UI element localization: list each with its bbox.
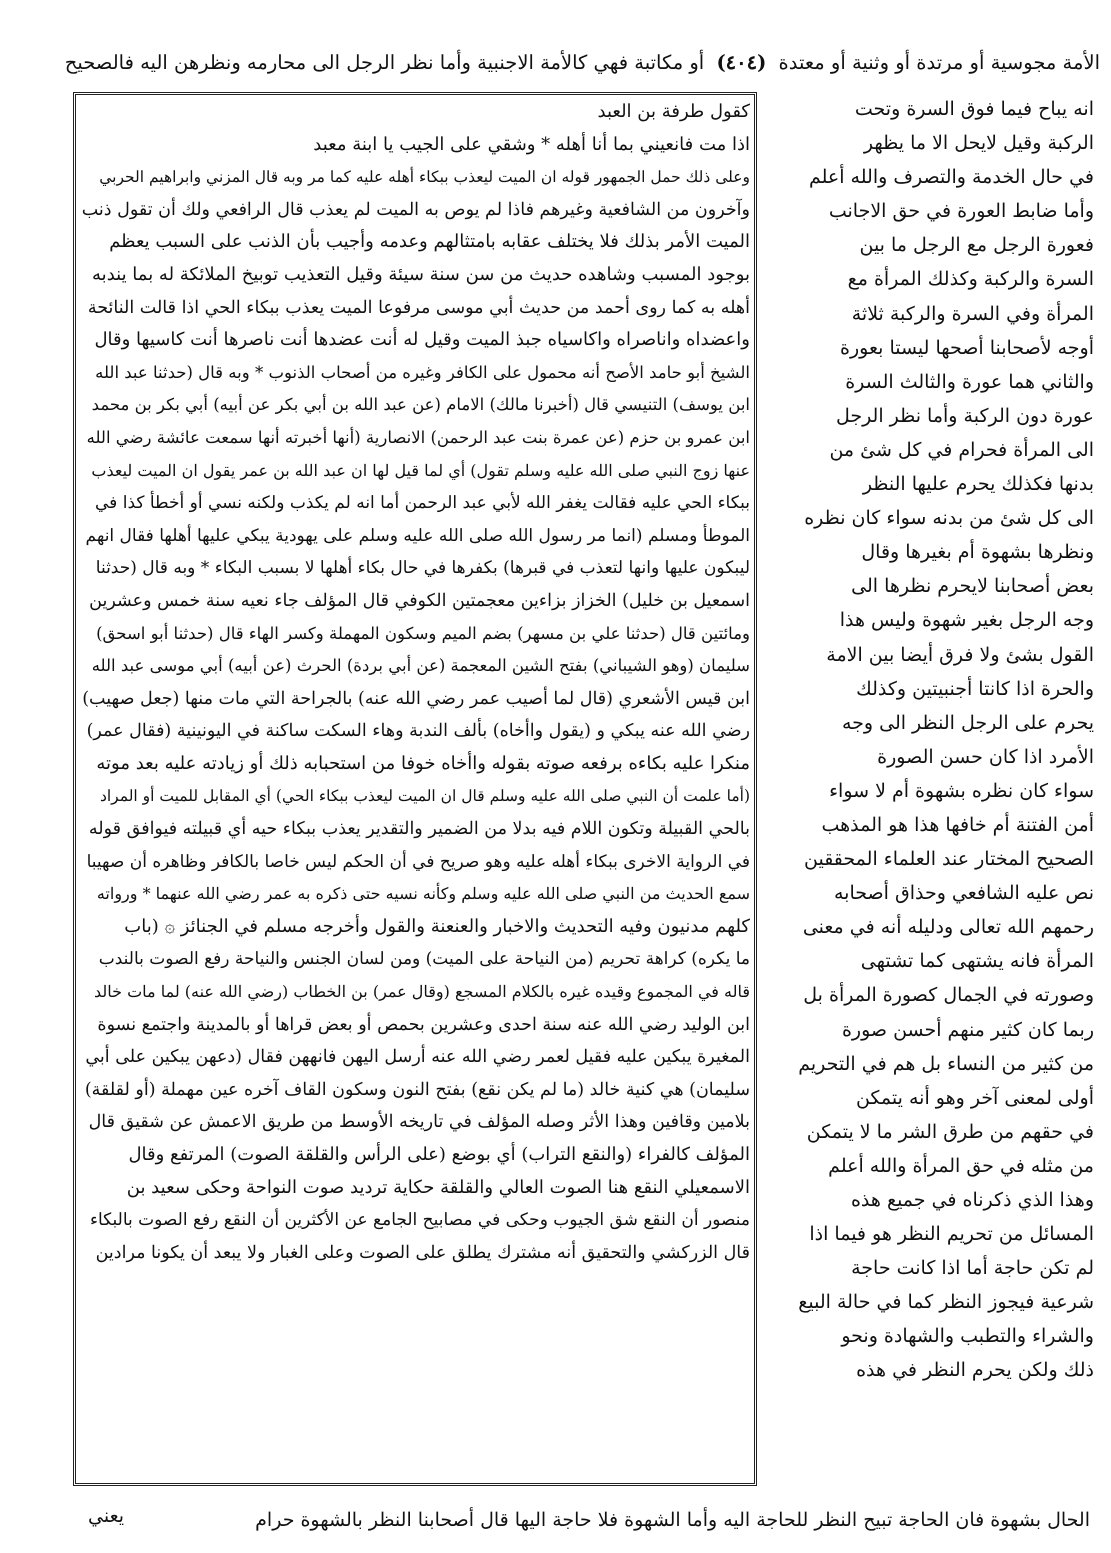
main-text-line: منكرا عليه بكاءه برفعه صوته بقوله واأخاه خوفا من استحبابه ذلك أو زيادته عليه بعد موته	[96, 752, 750, 774]
main-text-line: عنها زوج النبي صلى الله عليه وسلم تقول) أي لما قيل لها ان عبد الله بن عمر يقول ان الميت ليعذب	[91, 460, 750, 480]
margin-line: انه يباح فيما فوق السرة وتحت	[854, 98, 1094, 120]
main-text-line: الميت الأمر بذلك فلا يختلف عقابه بامتثالهم وعدمه وأجيب بأن الذنب على السبب يعظم	[109, 231, 750, 253]
main-text-line: الموطأ ومسلم (انما مر رسول الله صلى الله عليه وسلم على يهودية يبكي عليها أهلها فقال انهم	[85, 525, 750, 546]
margin-line: ذلك ولكن يحرم النظر في هذه	[856, 1359, 1094, 1382]
main-text-line: في الرواية الاخرى ببكاء أهله عليه وهو صريح في أن الحكم ليس خاصا بالكافر وظاهره أن صهيبا	[86, 851, 750, 872]
margin-line: فعورة الرجل مع الرجل ما بين	[859, 234, 1094, 257]
main-text-line: الشيخ أبو حامد الأصح أنه محمول على الكافر وغيره من أصحاب الذنوب * وبه قال (حدثنا عبد الله	[95, 362, 750, 382]
margin-line: بعض أصحابنا لايحرم نظرها الى	[851, 575, 1094, 598]
running-header	[40, 40, 1100, 86]
main-text-line: ابن الوليد رضي الله عنه سنة احدى وعشرين بحمص أو بعض قراها أو بالمدينة واجتمع نسوة	[97, 1014, 750, 1035]
margin-line: وأما ضابط العورة في حق الاجانب	[828, 200, 1094, 223]
margin-line: من مثله في حق المرأة والله أعلم	[828, 1154, 1094, 1177]
margin-line: في حال الخدمة والتصرف والله أعلم	[808, 166, 1094, 189]
main-text-line: المؤلف كالفراء (والنقع التراب) أي بوضع (على الرأس والقلقة الصوت) المرتفع وقال	[128, 1144, 750, 1165]
margin-line: سواء كان نظره بشهوة أم لا سواء	[829, 779, 1094, 802]
main-text-line: ابن عمرو بن حزم (عن عمرة بنت عبد الرحمن) الانصارية (أنها أخبرته أنها سمعت عائشة رضي الله	[86, 427, 750, 447]
main-text-line: كقول طرفة بن العبد	[597, 101, 750, 122]
margin-line: نص عليه الشافعي وحذاق أصحابه	[833, 882, 1094, 905]
main-text-line: أهله به كما روى أحمد من حديث أبي موسى مرفوعا الميت يعذب ببكاء الحي اذا قالت النائحة	[87, 297, 750, 318]
main-text-line: المغيرة يبكين عليه فقيل لعمر رضي الله عنه أرسل اليهن فانههن فقال (دعهن يبكين على أبي	[85, 1047, 750, 1068]
margin-line: الركبة وقيل لايحل الا ما يظهر	[863, 132, 1094, 155]
catchword: يعني	[88, 1505, 125, 1527]
page-number: (٤٠٤)	[716, 51, 767, 74]
margin-line: وهذا الذي ذكرناه في جميع هذه	[850, 1189, 1094, 1211]
main-text-line: الاسمعيلي النقع هنا الصوت العالي والقلقة حكاية ترديد صوت النواحة وحكى سعيد بن	[126, 1176, 750, 1198]
margin-line: أولى لمعنى آخر وهو أنه يتمكن	[855, 1086, 1094, 1109]
margin-line: وصورته في الجمال كصورة المرأة بل	[803, 984, 1094, 1007]
main-text-line: بلامين وقافين وهذا الأثر وصله المؤلف في تاريخه الأوسط من طريق الاعمش عن شقيق قال	[88, 1112, 750, 1133]
margin-line: المرأة وفي السرة والركبة ثلاثة	[851, 302, 1094, 325]
margin-line: والثاني هما عورة والثالث السرة	[845, 370, 1094, 393]
margin-line: لم تكن حاجة أما اذا كانت حاجة	[851, 1257, 1094, 1280]
margin-line: الأمرد اذا كان حسن الصورة	[877, 745, 1094, 768]
margin-line: يحرم على الرجل النظر الى وجه	[841, 711, 1094, 734]
margin-line: من كثير من النساء بل هم في التحريم	[798, 1052, 1094, 1075]
margin-line: المرأة فانه يشتهى كما تشتهى	[860, 950, 1094, 973]
main-text-line: بالحي القبيلة وتكون اللام فيه بدلا من الضمير والتقدير يعذب ببكاء حيه أي قبيلته فيوافق قوله	[88, 819, 750, 840]
main-text-body	[82, 96, 750, 1482]
margin-line: والحرة اذا كانتا أجنبيتين وكذلك	[856, 677, 1094, 700]
margin-line: بدنها فكذلك يحرم عليها النظر	[862, 473, 1094, 496]
header-right-text: الأمة مجوسية أو مرتدة أو وثنية أو معتدة	[778, 51, 1100, 74]
margin-line: رحمهم الله تعالى ودليله أنه في معنى	[802, 916, 1094, 939]
margin-line: المسائل من تحريم النظر هو فيما اذا	[809, 1223, 1094, 1246]
main-text-line: ما يكره) كراهة تحريم (من النياحة على الميت) ومن لسان الجنس والنياحة رفع الصوت بالندب	[98, 949, 750, 970]
main-text-line: اسمعيل بن خليل) الخزاز بزاءين معجمتين الكوفي قال المؤلف جاء نعيه سنة خمس وعشرين	[89, 590, 750, 611]
main-text-line: منصور أن النقع شق الجيوب وحكى في مصابيح الجامع عن الأكثرين أن النقع رفع الصوت بالبكاء	[89, 1210, 750, 1231]
main-text-line: اذا مت فانعيني بما أنا أهله * وشقي على الجيب يا ابنة معبد	[313, 133, 750, 155]
margin-line: ونظرها بشهوة أم بغيرها وقال	[861, 541, 1094, 564]
main-text-line: سليمان) هي كنية خالد (ما لم يكن نقع) بفتح النون وسكون القاف آخره عين مهملة (أو لقلقة)	[84, 1079, 750, 1100]
main-text-line: رضي الله عنه يبكي و (يقول واأخاه) بألف الندبة وهاء السكت ساكنة في اليونينية (فقال عمر)	[86, 721, 750, 742]
main-text-line: ومائتين قال (حدثنا علي بن مسهر) بضم الميم وسكون المهملة وكسر الهاء قال (حدثنا أبو اسحق)	[96, 623, 750, 643]
main-text-line: بوجود المسبب وشاهده حديث من سن سنة سيئة وقيل التعذيب توبيخ الملائكة له بما يندبه	[92, 263, 750, 285]
margin-line: في حقهم من طرق الشر ما لا يتمكن	[806, 1120, 1094, 1143]
header-left-text: أو مكاتبة فهي كالأمة الاجنبية وأما نظر الرجل الى محارمه ونظرهن اليه فالصحيح	[64, 51, 705, 74]
main-text-line: ببكاء الحي عليه فقالت يغفر الله لأبي عبد الرحمن أما انه لم يكذب ولكنه نسي أو أخطأ كذا في	[95, 493, 750, 514]
margin-line: ربما كان كثير منهم أحسن صورة	[841, 1018, 1094, 1041]
margin-line: عورة دون الركبة وأما نظر الرجل	[835, 404, 1094, 427]
margin-line: أوجه لأصحابنا أصحها ليستا بعورة	[840, 336, 1094, 359]
main-text-line: قاله في المجموع وقيده غيره بالكلام المسجع (وقال عمر) بن الخطاب (رضي الله عنه) لما مات خالد	[93, 982, 750, 1002]
margin-line: الصحيح المختار عند العلماء المحققين	[804, 848, 1094, 871]
margin-line: السرة والركبة وكذلك المرأة مع	[847, 268, 1094, 291]
footer-line: الحال بشهوة فان الحاجة تبيح النظر للحاجة اليه وأما الشهوة فلا حاجة اليها قال أصحابنا النظر بالشهوة حرام	[255, 1509, 1090, 1531]
margin-line: وجه الرجل بغير شهوة وليس هذا	[839, 609, 1094, 632]
main-text-line: ابن قيس الأشعري (قال لما أصيب عمر رضي الله عنه) بالجراحة التي مات منها (جعل صهيب)	[82, 688, 750, 709]
main-text-line: وآخرون من الشافعية وغيرهم فاذا لم يوص به الميت لم يعذب قال الرافعي ولك أن تقول ذنب	[82, 199, 750, 220]
margin-commentary	[766, 92, 1094, 1500]
margin-line: أمن الفتنة أم خافها هذا هو المذهب	[821, 813, 1094, 836]
main-text-line: وعلى ذلك حمل الجمهور قوله ان الميت ليعذب ببكاء أهله عليه كما مر وبه قال المزني وابراهيم الحربي	[99, 168, 750, 187]
main-text-line: كلهم مدنيون وفيه التحديث والاخبار والعنعنة والقول وأخرجه مسلم في الجنائز ۞ (باب	[124, 915, 750, 937]
margin-line: القول بشئ ولا فرق أيضا بين الامة	[826, 643, 1094, 666]
margin-line: شرعية فيجوز النظر كما في حالة البيع	[798, 1291, 1094, 1314]
main-text-line: واعضداه واناصراه واكاسياه جبذ الميت وقيل له أنت عضدها أنت ناصرها أنت كاسيها وقال	[94, 329, 750, 351]
margin-line: الى كل شئ من بدنه سواء كان نظره	[804, 507, 1094, 530]
main-text-line: (أما علمت أن النبي صلى الله عليه وسلم قال ان الميت ليعذب ببكاء الحي) أي المقابل للميت أو المراد	[99, 787, 750, 806]
main-text-line: ابن يوسف) التنيسي قال (أخبرنا مالك) الامام (عن عبد الله بن أبي بكر عن أبيه) أبي بكر بن محمد	[91, 395, 750, 415]
margin-line: الى المرأة فحرام في كل شئ من	[829, 438, 1094, 461]
main-text-line: ليبكون عليها وانها لتعذب في قبرها) بكفرها في حال بكاء أهلها لا بسبب البكاء * وبه قال (حدثنا	[95, 558, 750, 579]
margin-line: والشراء والتطبب والشهادة ونحو	[841, 1325, 1094, 1348]
main-text-line: سليمان (وهو الشيباني) بفتح الشين المعجمة (عن أبي بردة) الحرث (عن أبيه) أبي موسى عبد الله	[91, 656, 750, 676]
main-text-line: قال الزركشي والتحقيق أنه مشترك يطلق على الصوت وعلى الغبار ولا يبعد أن يكونا مرادين	[95, 1242, 750, 1263]
main-text-line: سمع الحديث من النبي صلى الله عليه وسلم وكأنه نسيه حتى ذكره به عمر رضي الله عنهما * ورواته	[96, 884, 750, 904]
